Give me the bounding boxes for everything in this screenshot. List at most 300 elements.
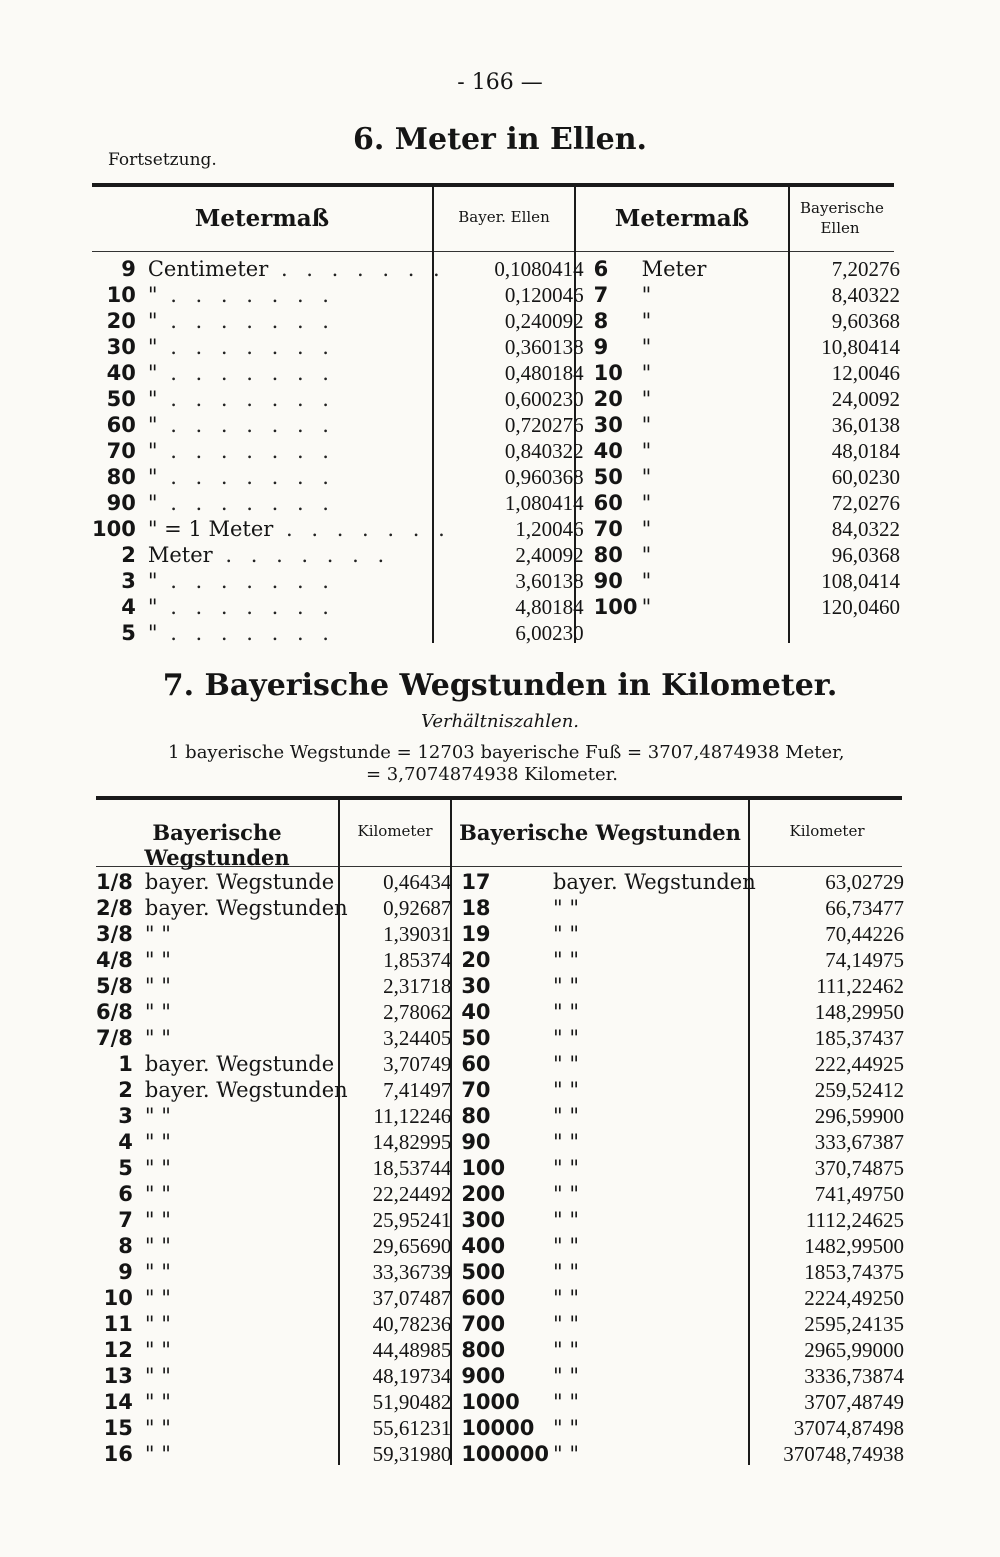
row-quantity-right: 900 bbox=[461, 1364, 506, 1388]
row-value-right: 108,0414 bbox=[821, 569, 900, 593]
table-row bbox=[96, 1129, 908, 1155]
row-quantity: 5 bbox=[118, 1156, 133, 1180]
row-unit: " " bbox=[144, 1364, 171, 1388]
table-row bbox=[96, 1389, 908, 1415]
row-unit-right: " " bbox=[552, 896, 579, 920]
row-value: 11,12246 bbox=[373, 1104, 452, 1128]
table-row bbox=[92, 542, 904, 568]
leader-dots: . . . . . . . bbox=[268, 257, 446, 281]
header-wegstunden-right: Bayerische Wegstunden bbox=[459, 820, 741, 845]
row-value-right: 222,44925 bbox=[814, 1052, 904, 1076]
row-value-right: 370748,74938 bbox=[783, 1442, 904, 1466]
table-row bbox=[92, 568, 904, 594]
row-value: 48,19734 bbox=[372, 1364, 452, 1388]
row-unit-right: " bbox=[641, 517, 652, 541]
row-value: 51,90482 bbox=[372, 1390, 452, 1414]
row-quantity-right: 60 bbox=[461, 1052, 491, 1076]
row-quantity: 5/8 bbox=[96, 974, 133, 998]
row-value-right: 72,0276 bbox=[831, 491, 900, 515]
row-quantity: 7 bbox=[118, 1208, 133, 1232]
row-value: 44,48985 bbox=[372, 1338, 452, 1362]
row-value-right: 741,49750 bbox=[814, 1182, 904, 1206]
row-value-right: 333,67387 bbox=[814, 1130, 904, 1154]
row-quantity: 3 bbox=[118, 1104, 133, 1128]
row-unit: " . . . . . . . bbox=[147, 361, 335, 385]
table-row bbox=[92, 464, 904, 490]
table-row bbox=[96, 895, 908, 921]
row-value-right: 185,37437 bbox=[814, 1026, 904, 1050]
row-unit: " " bbox=[144, 1130, 171, 1154]
row-quantity-right: 100 bbox=[461, 1156, 506, 1180]
row-quantity-right: 50 bbox=[593, 465, 623, 489]
row-quantity: 8 bbox=[118, 1234, 133, 1258]
row-value: 0,480184 bbox=[504, 361, 584, 385]
leader-dots: . . . . . . . bbox=[157, 413, 335, 437]
row-quantity-right: 20 bbox=[461, 948, 491, 972]
table-row bbox=[96, 1051, 908, 1077]
row-quantity-right: 100 bbox=[593, 595, 638, 619]
row-unit: bayer. Wegstunde bbox=[144, 870, 335, 894]
row-quantity-right: 700 bbox=[461, 1312, 506, 1336]
table-row bbox=[96, 869, 908, 895]
row-quantity-right: 70 bbox=[461, 1078, 491, 1102]
row-value-right: 10,80414 bbox=[821, 335, 900, 359]
row-quantity: 60 bbox=[106, 413, 136, 437]
row-unit: " . . . . . . . bbox=[147, 413, 335, 437]
row-value: 6,00230 bbox=[515, 621, 584, 645]
row-quantity-right: 300 bbox=[461, 1208, 506, 1232]
row-value: 1,85374 bbox=[383, 948, 452, 972]
row-value-right: 3336,73874 bbox=[804, 1364, 904, 1388]
row-unit: " . . . . . . . bbox=[147, 283, 335, 307]
row-value: 0,960368 bbox=[504, 465, 584, 489]
leader-dots: . . . . . . . bbox=[157, 595, 335, 619]
row-unit: " . . . . . . . bbox=[147, 595, 335, 619]
row-quantity-right: 40 bbox=[593, 439, 623, 463]
table-row bbox=[96, 1233, 908, 1259]
row-quantity: 10 bbox=[103, 1286, 133, 1310]
table7-top-rule bbox=[96, 796, 902, 800]
row-quantity: 20 bbox=[106, 309, 136, 333]
row-unit-right: " " bbox=[552, 1026, 579, 1050]
row-value: 3,60138 bbox=[515, 569, 584, 593]
row-unit-right: " bbox=[641, 387, 652, 411]
row-unit-right: " " bbox=[552, 1104, 579, 1128]
row-value: 14,82995 bbox=[372, 1130, 452, 1154]
table-row bbox=[96, 1077, 908, 1103]
row-unit: " " bbox=[144, 1234, 171, 1258]
row-unit-right: " " bbox=[552, 948, 579, 972]
leader-dots: . . . . . . . bbox=[157, 491, 335, 515]
row-unit-right: " bbox=[641, 595, 652, 619]
row-value-right: 24,0092 bbox=[831, 387, 900, 411]
row-quantity-right: 17 bbox=[461, 870, 491, 894]
leader-dots: . . . . . . . bbox=[157, 361, 335, 385]
row-unit-right: " " bbox=[552, 1208, 579, 1232]
row-quantity-right: 500 bbox=[461, 1260, 506, 1284]
row-quantity-right: 400 bbox=[461, 1234, 506, 1258]
row-unit: " " bbox=[144, 1442, 171, 1466]
row-unit-right: " bbox=[641, 413, 652, 437]
row-quantity: 15 bbox=[103, 1416, 133, 1440]
row-unit: " . . . . . . . bbox=[147, 569, 335, 593]
row-quantity-right: 30 bbox=[461, 974, 491, 998]
row-unit-right: " " bbox=[552, 1078, 579, 1102]
row-value-right: 120,0460 bbox=[821, 595, 900, 619]
row-value: 3,70749 bbox=[383, 1052, 452, 1076]
table-row bbox=[92, 360, 904, 386]
row-value-right: 7,20276 bbox=[831, 257, 900, 281]
table-row bbox=[96, 1337, 908, 1363]
leader-dots: . . . . . . . bbox=[157, 309, 335, 333]
ratio-line-1: 1 bayerische Wegstunde = 12703 bayerische Fuß = 3707,4874938 Meter, bbox=[168, 742, 845, 763]
row-unit: " " bbox=[144, 974, 171, 998]
header-ellen-left: Bayer. Ellen bbox=[458, 208, 550, 226]
row-value-right: 111,22462 bbox=[816, 974, 904, 998]
row-value: 3,24405 bbox=[383, 1026, 452, 1050]
leader-dots: . . . . . . . bbox=[157, 387, 335, 411]
table-row bbox=[92, 490, 904, 516]
leader-dots: . . . . . . . bbox=[273, 517, 451, 541]
row-value: 2,78062 bbox=[383, 1000, 452, 1024]
row-quantity-right: 18 bbox=[461, 896, 491, 920]
row-value-right: 60,0230 bbox=[831, 465, 900, 489]
row-value-right: 66,73477 bbox=[825, 896, 904, 920]
row-quantity-right: 8 bbox=[593, 309, 609, 333]
table-row bbox=[96, 1207, 908, 1233]
row-value-right: 1853,74375 bbox=[804, 1260, 904, 1284]
row-value-right: 1482,99500 bbox=[804, 1234, 904, 1258]
table-row bbox=[96, 999, 908, 1025]
row-unit: " . . . . . . . bbox=[147, 621, 335, 645]
row-unit-right: Meter bbox=[641, 257, 707, 281]
table-row bbox=[92, 438, 904, 464]
row-value-right: 74,14975 bbox=[825, 948, 904, 972]
row-quantity-right: 9 bbox=[593, 335, 609, 359]
row-unit: " . . . . . . . bbox=[147, 491, 335, 515]
row-quantity-right: 80 bbox=[461, 1104, 491, 1128]
table-row bbox=[92, 282, 904, 308]
row-unit-right: " " bbox=[552, 1338, 579, 1362]
row-value: 2,31718 bbox=[383, 974, 452, 998]
row-value: 22,24492 bbox=[372, 1182, 452, 1206]
leader-dots: . . . . . . . bbox=[212, 543, 391, 567]
row-quantity: 3 bbox=[121, 569, 136, 593]
table-row bbox=[96, 1363, 908, 1389]
row-quantity: 3/8 bbox=[96, 922, 133, 946]
header-km-left: Kilometer bbox=[357, 822, 433, 840]
row-unit-right: " bbox=[641, 439, 652, 463]
row-unit: " " bbox=[144, 1390, 171, 1414]
page-number: - 166 — bbox=[457, 70, 543, 95]
row-value-right: 96,0368 bbox=[831, 543, 900, 567]
continuation-note: Fortsetzung. bbox=[108, 150, 217, 170]
table-row bbox=[96, 1103, 908, 1129]
row-quantity: 9 bbox=[118, 1260, 133, 1284]
row-unit: " " bbox=[144, 1260, 171, 1284]
row-quantity: 70 bbox=[106, 439, 136, 463]
header-metermass-right: Metermaß bbox=[614, 205, 750, 232]
table-row bbox=[92, 256, 904, 282]
row-quantity-right: 40 bbox=[461, 1000, 491, 1024]
row-unit-right: " " bbox=[552, 1364, 579, 1388]
row-value-right: 370,74875 bbox=[814, 1156, 904, 1180]
row-value-right: 36,0138 bbox=[831, 413, 900, 437]
row-value-right: 2224,49250 bbox=[804, 1286, 904, 1310]
row-unit-right: " " bbox=[552, 1312, 579, 1336]
table-row bbox=[92, 412, 904, 438]
table-row bbox=[96, 1311, 908, 1337]
table-row bbox=[92, 308, 904, 334]
row-quantity-right: 7 bbox=[593, 283, 609, 307]
header-km-right: Kilometer bbox=[789, 822, 865, 840]
table6-top-rule bbox=[92, 183, 894, 187]
row-quantity: 6/8 bbox=[96, 1000, 133, 1024]
row-quantity: 30 bbox=[106, 335, 136, 359]
leader-dots: . . . . . . . bbox=[157, 439, 335, 463]
row-value: 1,39031 bbox=[383, 922, 452, 946]
row-quantity: 16 bbox=[103, 1442, 133, 1466]
row-unit: " " bbox=[144, 1156, 171, 1180]
row-value: 29,65690 bbox=[372, 1234, 452, 1258]
table-row bbox=[96, 947, 908, 973]
row-unit-right: " " bbox=[552, 922, 579, 946]
row-value: 0,92687 bbox=[383, 896, 452, 920]
leader-dots: . . . . . . . bbox=[157, 569, 335, 593]
row-value-right: 70,44226 bbox=[825, 922, 904, 946]
row-value-right: 2965,99000 bbox=[804, 1338, 904, 1362]
row-unit-right: " " bbox=[552, 1286, 579, 1310]
row-value: 1,20046 bbox=[515, 517, 584, 541]
row-quantity-right: 800 bbox=[461, 1338, 506, 1362]
row-quantity: 4 bbox=[118, 1130, 133, 1154]
row-value: 0,840322 bbox=[504, 439, 584, 463]
row-unit: " " bbox=[144, 948, 171, 972]
row-value: 2,40092 bbox=[515, 543, 584, 567]
row-value: 0,46434 bbox=[383, 870, 452, 894]
leader-dots: . . . . . . . bbox=[157, 621, 335, 645]
row-unit: " = 1 Meter . . . . . . . bbox=[147, 517, 451, 541]
row-quantity: 2 bbox=[121, 543, 136, 567]
row-value-right bbox=[790, 620, 904, 646]
row-value-right: 259,52412 bbox=[814, 1078, 904, 1102]
row-unit-right: " bbox=[641, 491, 652, 515]
row-quantity-right: 30 bbox=[593, 413, 623, 437]
row-quantity-right: 600 bbox=[461, 1286, 506, 1310]
row-quantity: 6 bbox=[118, 1182, 133, 1206]
row-unit-right: " bbox=[641, 309, 652, 333]
row-value: 40,78236 bbox=[372, 1312, 452, 1336]
row-unit-right: " " bbox=[552, 1182, 579, 1206]
row-value-right: 1112,24625 bbox=[805, 1208, 904, 1232]
leader-dots: . . . . . . . bbox=[157, 335, 335, 359]
row-value: 0,240092 bbox=[504, 309, 584, 333]
row-quantity-right: 10000 bbox=[461, 1416, 535, 1440]
row-value: 25,95241 bbox=[372, 1208, 452, 1232]
section7-title: 7. Bayerische Wegstunden in Kilometer. bbox=[162, 668, 838, 703]
row-unit-right: " " bbox=[552, 1052, 579, 1076]
row-value: 0,360138 bbox=[504, 335, 584, 359]
row-unit-right: " " bbox=[552, 1416, 579, 1440]
row-value: 4,80184 bbox=[515, 595, 584, 619]
row-quantity-right: 19 bbox=[461, 922, 491, 946]
header-wegstunden-left: Bayerische Wegstunden bbox=[144, 820, 290, 870]
row-unit-right: " bbox=[641, 361, 652, 385]
row-unit: " . . . . . . . bbox=[147, 335, 335, 359]
table-row bbox=[92, 386, 904, 412]
row-unit: " " bbox=[144, 1104, 171, 1128]
table-row bbox=[96, 1181, 908, 1207]
table-row bbox=[96, 1441, 908, 1467]
row-value-right: 12,0046 bbox=[831, 361, 900, 385]
section7-subtitle: Verhältniszahlen. bbox=[420, 711, 580, 732]
row-unit-right: " " bbox=[552, 1130, 579, 1154]
row-unit-right: " bbox=[641, 465, 652, 489]
row-quantity: 4 bbox=[121, 595, 136, 619]
row-value: 18,53744 bbox=[372, 1156, 452, 1180]
row-value-right: 63,02729 bbox=[825, 870, 904, 894]
row-unit: " " bbox=[144, 1000, 171, 1024]
row-quantity: 80 bbox=[106, 465, 136, 489]
table6-header-rule bbox=[92, 251, 894, 252]
table-row bbox=[96, 1285, 908, 1311]
table-row bbox=[96, 973, 908, 999]
row-quantity: 2 bbox=[118, 1078, 133, 1102]
row-quantity: 5 bbox=[121, 621, 136, 645]
ratio-line-2: = 3,7074874938 Kilometer. bbox=[366, 764, 618, 785]
row-quantity-right: 80 bbox=[593, 543, 623, 567]
row-value: 55,61231 bbox=[372, 1416, 452, 1440]
row-unit-right: " " bbox=[552, 1156, 579, 1180]
row-unit: " " bbox=[144, 1312, 171, 1336]
row-value: 7,41497 bbox=[383, 1078, 452, 1102]
row-unit: " " bbox=[144, 922, 171, 946]
row-unit: " " bbox=[144, 1338, 171, 1362]
row-unit: " " bbox=[144, 1416, 171, 1440]
row-quantity-right: 90 bbox=[461, 1130, 491, 1154]
row-quantity-right bbox=[588, 620, 638, 646]
row-quantity: 14 bbox=[103, 1390, 133, 1414]
row-value: 37,07487 bbox=[372, 1286, 452, 1310]
row-quantity-right: 100000 bbox=[461, 1442, 549, 1466]
row-quantity-right: 20 bbox=[593, 387, 623, 411]
row-value-right: 37074,87498 bbox=[793, 1416, 904, 1440]
row-unit: Meter . . . . . . . bbox=[147, 543, 391, 567]
row-unit: " . . . . . . . bbox=[147, 465, 335, 489]
section6-title: 6. Meter in Ellen. bbox=[353, 122, 647, 157]
row-unit-right: " " bbox=[552, 1442, 579, 1466]
row-value: 59,31980 bbox=[372, 1442, 452, 1466]
header-ellen-right: Bayerische Ellen bbox=[800, 199, 884, 237]
row-quantity-right: 50 bbox=[461, 1026, 491, 1050]
row-unit: bayer. Wegstunden bbox=[144, 896, 348, 920]
row-unit-right: " bbox=[641, 569, 652, 593]
row-unit-right: bayer. Wegstunden bbox=[552, 870, 756, 894]
row-quantity-right: 6 bbox=[593, 257, 609, 281]
row-unit-right: " bbox=[641, 335, 652, 359]
row-quantity: 7/8 bbox=[96, 1026, 133, 1050]
row-value-right: 84,0322 bbox=[831, 517, 900, 541]
row-value: 0,600230 bbox=[504, 387, 584, 411]
row-value: 33,36739 bbox=[372, 1260, 452, 1284]
row-quantity: 2/8 bbox=[96, 896, 133, 920]
row-quantity: 40 bbox=[106, 361, 136, 385]
table-row bbox=[92, 334, 904, 360]
row-unit: bayer. Wegstunden bbox=[144, 1078, 348, 1102]
table-row bbox=[96, 1025, 908, 1051]
row-unit: " " bbox=[144, 1286, 171, 1310]
table-row bbox=[92, 620, 904, 646]
row-unit-right: " " bbox=[552, 1234, 579, 1258]
table-row bbox=[96, 1155, 908, 1181]
meter-ellen-table bbox=[92, 256, 904, 646]
row-unit-right: " " bbox=[552, 1260, 579, 1284]
row-quantity: 12 bbox=[103, 1338, 133, 1362]
row-unit-right: " bbox=[641, 283, 652, 307]
row-unit-right: " " bbox=[552, 1000, 579, 1024]
row-value-right: 9,60368 bbox=[831, 309, 900, 333]
leader-dots: . . . . . . . bbox=[157, 465, 335, 489]
row-quantity: 1 bbox=[118, 1052, 133, 1076]
row-value: 1,080414 bbox=[504, 491, 584, 515]
row-value-right: 2595,24135 bbox=[804, 1312, 904, 1336]
row-quantity: 1/8 bbox=[96, 870, 133, 894]
row-unit: " " bbox=[144, 1208, 171, 1232]
row-value-right: 8,40322 bbox=[831, 283, 900, 307]
row-quantity: 13 bbox=[103, 1364, 133, 1388]
row-value-right: 296,59900 bbox=[814, 1104, 904, 1128]
leader-dots: . . . . . . . bbox=[157, 283, 335, 307]
row-unit-right: " bbox=[641, 543, 652, 567]
row-value-right: 3707,48749 bbox=[804, 1390, 904, 1414]
row-unit: " . . . . . . . bbox=[147, 309, 335, 333]
row-unit: bayer. Wegstunde bbox=[144, 1052, 335, 1076]
table-row bbox=[96, 921, 908, 947]
row-quantity-right: 70 bbox=[593, 517, 623, 541]
row-unit: " " bbox=[144, 1026, 171, 1050]
row-quantity: 10 bbox=[106, 283, 136, 307]
table-row bbox=[92, 516, 904, 542]
row-value: 0,1080414 bbox=[494, 257, 584, 281]
row-quantity-right: 200 bbox=[461, 1182, 506, 1206]
row-unit: " . . . . . . . bbox=[147, 439, 335, 463]
header-metermass-left: Metermaß bbox=[194, 205, 330, 232]
table-row bbox=[96, 1259, 908, 1285]
row-value-right: 148,29950 bbox=[814, 1000, 904, 1024]
row-quantity: 90 bbox=[106, 491, 136, 515]
row-unit: Centimeter . . . . . . . bbox=[147, 257, 446, 281]
row-quantity: 9 bbox=[121, 257, 136, 281]
row-unit-right: " " bbox=[552, 1390, 579, 1414]
row-value: 0,720276 bbox=[504, 413, 584, 437]
row-unit: " . . . . . . . bbox=[147, 387, 335, 411]
wegstunden-km-table bbox=[96, 869, 908, 1467]
row-value-right: 48,0184 bbox=[831, 439, 900, 463]
row-unit-right bbox=[638, 620, 790, 646]
row-quantity-right: 60 bbox=[593, 491, 623, 515]
row-quantity: 4/8 bbox=[96, 948, 133, 972]
table-row bbox=[96, 1415, 908, 1441]
row-quantity-right: 1000 bbox=[461, 1390, 520, 1414]
row-quantity-right: 10 bbox=[593, 361, 623, 385]
row-quantity: 50 bbox=[106, 387, 136, 411]
table-row bbox=[92, 594, 904, 620]
row-value: 0,120046 bbox=[504, 283, 584, 307]
row-quantity: 100 bbox=[92, 517, 136, 541]
row-quantity: 11 bbox=[103, 1312, 133, 1336]
row-unit-right: " " bbox=[552, 974, 579, 998]
row-unit: " " bbox=[144, 1182, 171, 1206]
